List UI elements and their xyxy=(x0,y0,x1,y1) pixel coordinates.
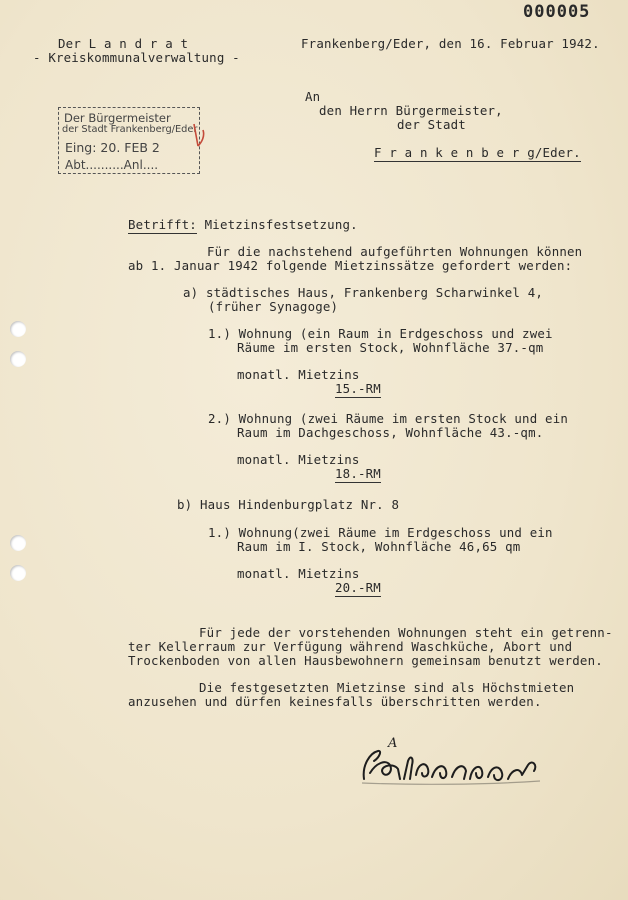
handwritten-signature xyxy=(352,735,552,791)
sender-title: Der L a n d r a t xyxy=(58,36,189,51)
para2-line1: Die festgesetzten Mietzinse sind als Höchstmieten xyxy=(199,680,575,695)
stamp-line1: Der Bürgermeister xyxy=(64,111,171,125)
para1-line1: Für jede der vorstehenden Wohnungen steht ein getrenn- xyxy=(199,625,613,640)
subject-text: Mietzinsfestsetzung. xyxy=(204,217,358,232)
subject-label: Betrifft: xyxy=(128,217,197,232)
sender-department: - Kreiskommunalverwaltung - xyxy=(33,50,240,65)
section-a-item1-line1: 1.) Wohnung (ein Raum in Erdgeschoss und zwei xyxy=(208,326,553,341)
section-b-item1-line2: Raum im I. Stock, Wohnfläche 46,65 qm xyxy=(237,539,521,554)
rent-label: monatl. Mietzins xyxy=(237,452,360,467)
section-a-item1-line2: Räume im ersten Stock, Wohnfläche 37.-qm xyxy=(237,340,544,355)
section-b-line1: b) Haus Hindenburgplatz Nr. 8 xyxy=(177,497,400,512)
rent-value: 20.-RM xyxy=(335,580,381,595)
receipt-stamp xyxy=(58,107,200,174)
rent-value: 15.-RM xyxy=(335,381,381,396)
section-a-line1: a) städtisches Haus, Frankenberg Scharwinkel 4, xyxy=(183,285,544,300)
signature-initial: A xyxy=(388,736,398,751)
place-date: Frankenberg/Eder, den 16. Februar 1942. xyxy=(301,36,600,51)
recipient-an: An xyxy=(305,89,321,104)
stamp-line2: der Stadt Frankenberg/Eder xyxy=(62,124,198,135)
intro-line2: ab 1. Januar 1942 folgende Mietzinssätze gefordert werden: xyxy=(128,258,573,273)
rent-label: monatl. Mietzins xyxy=(237,367,360,382)
stamp-date: Eing: 20. FEB 2 xyxy=(65,140,160,155)
para1-line3: Trockenboden von allen Hausbewohnern gemeinsam benutzt werden. xyxy=(128,653,603,668)
recipient-line1: den Herrn Bürgermeister, xyxy=(319,103,503,118)
recipient-city: F r a n k e n b e r g/Eder. xyxy=(374,145,581,160)
document-number: 000005 xyxy=(523,2,591,22)
punch-hole xyxy=(10,535,26,551)
punch-hole xyxy=(10,321,26,337)
rent-value: 18.-RM xyxy=(335,466,381,481)
rent-label: monatl. Mietzins xyxy=(237,566,360,581)
subject-line xyxy=(128,218,358,232)
stamp-abt: Abt..........Anl.... xyxy=(65,158,159,172)
recipient-line2: der Stadt xyxy=(397,117,466,132)
section-a-item2-line2: Raum im Dachgeschoss, Wohnfläche 43.-qm. xyxy=(237,425,544,440)
section-a-item2-line1: 2.) Wohnung (zwei Räume im ersten Stock und ein xyxy=(208,411,569,426)
punch-hole xyxy=(10,351,26,367)
section-a-line2: (früher Synagoge) xyxy=(208,299,339,314)
para2-line2: anzusehen und dürfen keinesfalls überschritten werden. xyxy=(128,694,542,709)
para1-line2: ter Kellerraum zur Verfügung während Waschküche, Abort und xyxy=(128,639,573,654)
intro-line1: Für die nachstehend aufgeführten Wohnungen können xyxy=(207,244,583,259)
section-b-item1-line1: 1.) Wohnung(zwei Räume im Erdgeschoss und ein xyxy=(208,525,553,540)
red-pencil-mark-icon xyxy=(190,122,210,154)
punch-hole xyxy=(10,565,26,581)
